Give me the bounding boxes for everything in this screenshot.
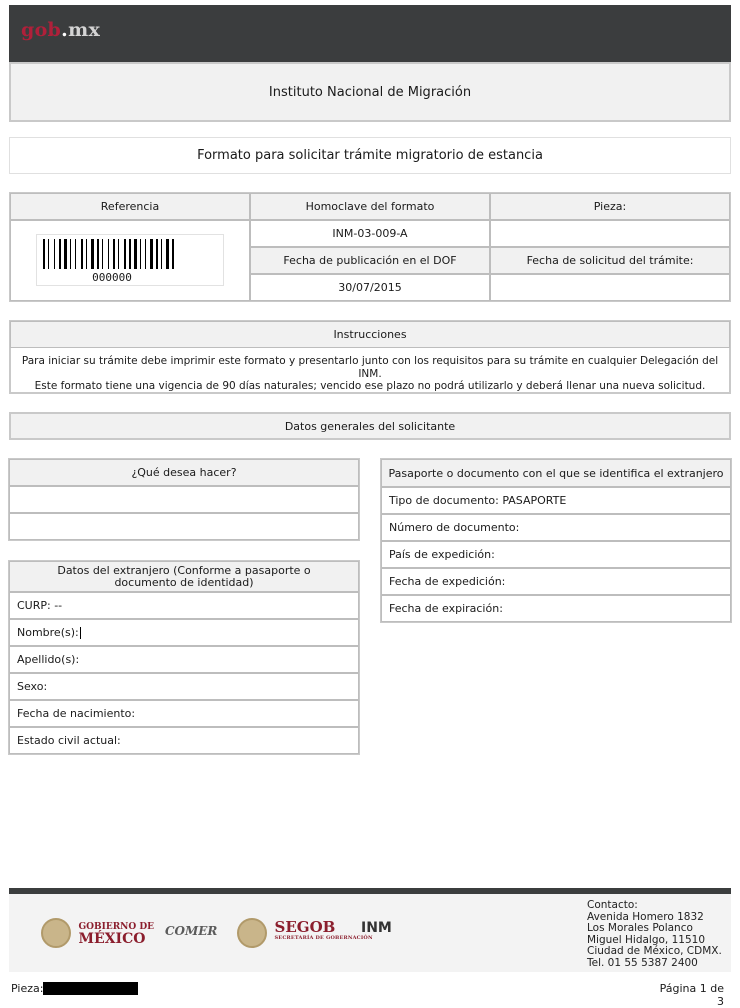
sexo-field: Sexo: [9, 673, 359, 700]
gob-mx-logo[interactable]: gob.mx [21, 19, 101, 41]
fecha-pub-header: Fecha de publicación en el DOF [250, 247, 490, 274]
pieza-value [490, 220, 730, 247]
instructions-line-1: Para iniciar su trámite debe imprimir este formato y presentarlo junto con los requisitos para su trámite en cualquier Delegación del INM. [21, 355, 719, 380]
barcode [36, 234, 224, 286]
que-desea-title: ¿Qué desea hacer? [9, 459, 359, 486]
fecha-solicitud-header: Fecha de solicitud del trámite: [490, 247, 730, 274]
contact-line: Miguel Hidalgo, 11510 [587, 933, 706, 946]
gobierno-mexico-logo: GOBIERNO DE MÉXICO [41, 918, 154, 948]
national-shield-icon [41, 918, 71, 948]
page-number: Página 1 de 3 [659, 982, 724, 1008]
contact-line: Ciudad de México, CDMX. [587, 945, 722, 957]
segob-shield-icon [237, 918, 267, 948]
fecha-expiracion-field: Fecha de expiración: [381, 595, 731, 622]
barcode-number: 000000 [37, 271, 187, 284]
pasaporte-title: Pasaporte o documento con el que se identifica el extranjero [381, 459, 731, 487]
contact-title: Contacto: [587, 899, 638, 911]
general-section-title: Datos generales del solicitante [9, 412, 731, 440]
instructions-line-2: Este formato tiene una vigencia de 90 días naturales; vencido ese plazo no podrá utilizarlo y deberá llenar una nueva solicitud. [34, 380, 706, 392]
top-bar [9, 5, 731, 62]
homoclave-header: Homoclave del formato [250, 193, 490, 220]
nombre-field: Nombre(s): [9, 619, 359, 646]
segob-logo: SEGOB SECRETARÍA DE GOBERNACIÓN [237, 918, 373, 948]
contact-line: Avenida Homero 1832 [587, 910, 704, 923]
estado-civil-field: Estado civil actual: [9, 727, 359, 754]
fecha-solicitud-value [490, 274, 730, 301]
text-cursor [80, 627, 81, 639]
extranjero-title: Datos del extranjero (Conforme a pasaporte o documento de identidad) [9, 561, 359, 592]
curp-field: CURP: -- [9, 592, 359, 619]
form-title: Formato para solicitar trámite migratorio de estancia [9, 137, 731, 174]
tipo-documento-field: Tipo de documento: PASAPORTE [381, 487, 731, 514]
homoclave-value: INM-03-009-A [250, 220, 490, 247]
fecha-expedicion-field: Fecha de expedición: [381, 568, 731, 595]
redacted-pieza [43, 982, 138, 995]
footer [9, 894, 731, 972]
apellido-field: Apellido(s): [9, 646, 359, 673]
contact-line: Los Morales Polanco [587, 922, 693, 934]
inm-logo: INM [361, 920, 392, 936]
que-desea-row-2 [9, 513, 359, 540]
institute-title: Instituto Nacional de Migración [9, 62, 731, 122]
pais-expedicion-field: País de expedición: [381, 541, 731, 568]
instructions-title: Instrucciones [10, 321, 730, 348]
fecha-pub-value: 30/07/2015 [250, 274, 490, 301]
contact-line: Tel. 01 55 5387 2400 [587, 956, 698, 969]
nacimiento-field: Fecha de nacimiento: [9, 700, 359, 727]
bottom-pieza-label: Pieza: [11, 982, 44, 995]
referencia-header: Referencia [10, 193, 250, 220]
contact-block [587, 900, 722, 969]
numero-documento-field: Número de documento: [381, 514, 731, 541]
pieza-header: Pieza: [490, 193, 730, 220]
instructions-text [10, 355, 730, 393]
que-desea-row-1 [9, 486, 359, 513]
conamer-logo: COMER [165, 924, 218, 938]
